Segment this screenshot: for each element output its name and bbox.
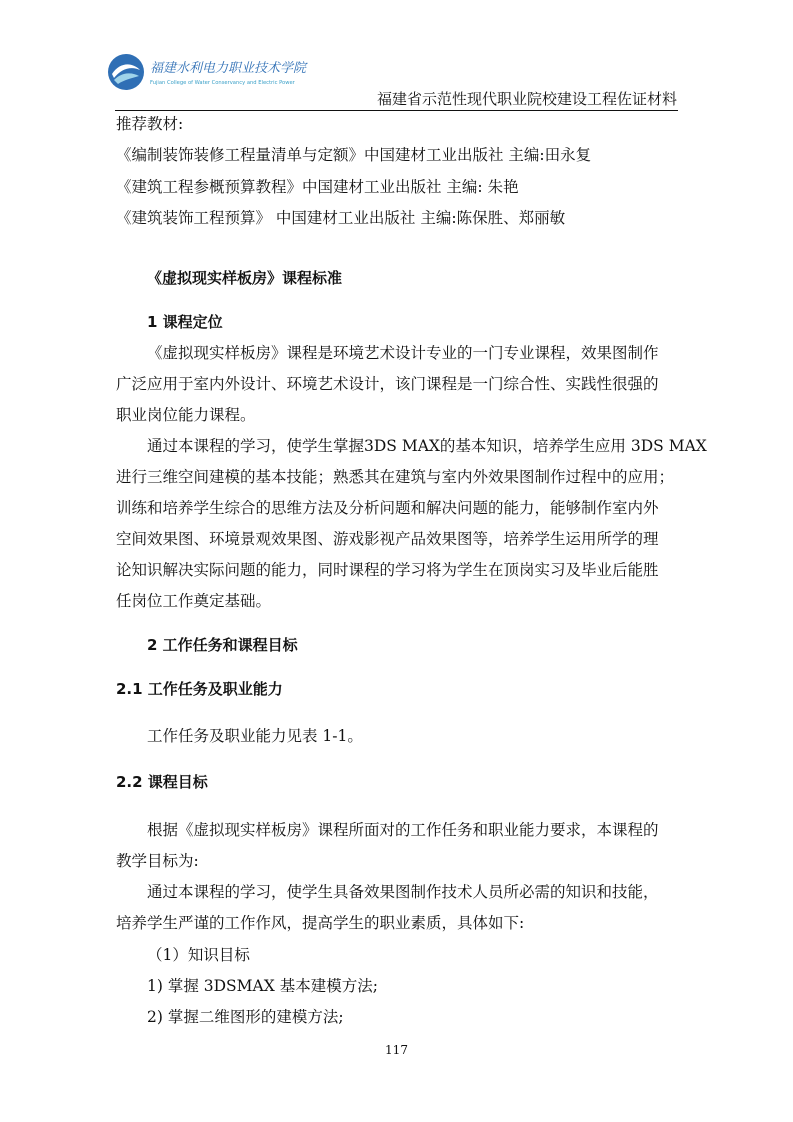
paragraph-line: 进行三维空间建模的基本技能；熟悉其在建筑与室内外效果图制作过程中的应用； [116,468,675,486]
college-logo [106,52,307,92]
paragraph-line: 通过本课程的学习，使学生具备效果图制作技术人员所必需的知识和技能， [147,883,659,901]
page-number: 117 [385,1043,408,1057]
paragraph-line: 培养学生严谨的工作作风，提高学生的职业素质，具体如下: [116,914,525,932]
header-divider [115,110,678,111]
paragraph-line: 工作任务及职业能力见表 1-1。 [147,727,363,745]
paragraph-line: 任岗位工作奠定基础。 [116,592,272,610]
paragraph-line: 训练和培养学生综合的思维方法及分析问题和解决问题的能力，能够制作室内外 [116,499,659,517]
section-2-1-heading: 2.1 工作任务及职业能力 [116,680,283,698]
paragraph-line: 《虚拟现实样板房》课程是环境艺术设计专业的一门专业课程，效果图制作 [147,344,659,362]
textbook-item: 《建筑装饰工程预算》 中国建材工业出版社 主编:陈保胜、郑丽敏 [116,209,566,227]
section-1-heading: 1 课程定位 [147,313,223,331]
paragraph-line: 广泛应用于室内外设计、环境艺术设计，该门课程是一门综合性、实践性很强的 [116,375,659,393]
course-title: 《虚拟现实样板房》课程标准 [147,269,343,287]
textbook-item: 《编制装饰装修工程量清单与定额》中国建材工业出版社 主编:田永复 [116,146,592,164]
paragraph-line: 职业岗位能力课程。 [116,406,256,424]
list-item: 2) 掌握二维图形的建模方法; [147,1008,344,1026]
logo-chinese-name: 福建水利电力职业技术学院 [150,61,307,76]
paragraph-line: 通过本课程的学习，使学生掌握3DS MAX的基本知识，培养学生应用 3DS MAX [147,437,707,455]
section-2-heading: 2 工作任务和课程目标 [147,636,298,654]
header-title: 福建省示范性现代职业院校建设工程佐证材料 [376,90,677,108]
logo-english-name: Fujian College of Water Conservancy and Electric Power [150,80,295,86]
paragraph-line: 根据《虚拟现实样板房》课程所面对的工作任务和职业能力要求，本课程的 [147,821,659,839]
list-item: 1) 掌握 3DSMAX 基本建模方法; [147,977,378,995]
knowledge-heading: （1）知识目标 [147,946,250,964]
paragraph-line: 论知识解决实际问题的能力，同时课程的学习将为学生在顶岗实习及毕业后能胜 [116,561,659,579]
textbook-heading: 推荐教材: [116,115,184,133]
section-2-2-heading: 2.2 课程目标 [116,773,208,791]
paragraph-line: 教学目标为: [116,852,199,870]
paragraph-line: 空间效果图、环境景观效果图、游戏影视产品效果图等，培养学生运用所学的理 [116,530,659,548]
textbook-item: 《建筑工程参概预算教程》中国建材工业出版社 主编: 朱艳 [116,178,519,196]
